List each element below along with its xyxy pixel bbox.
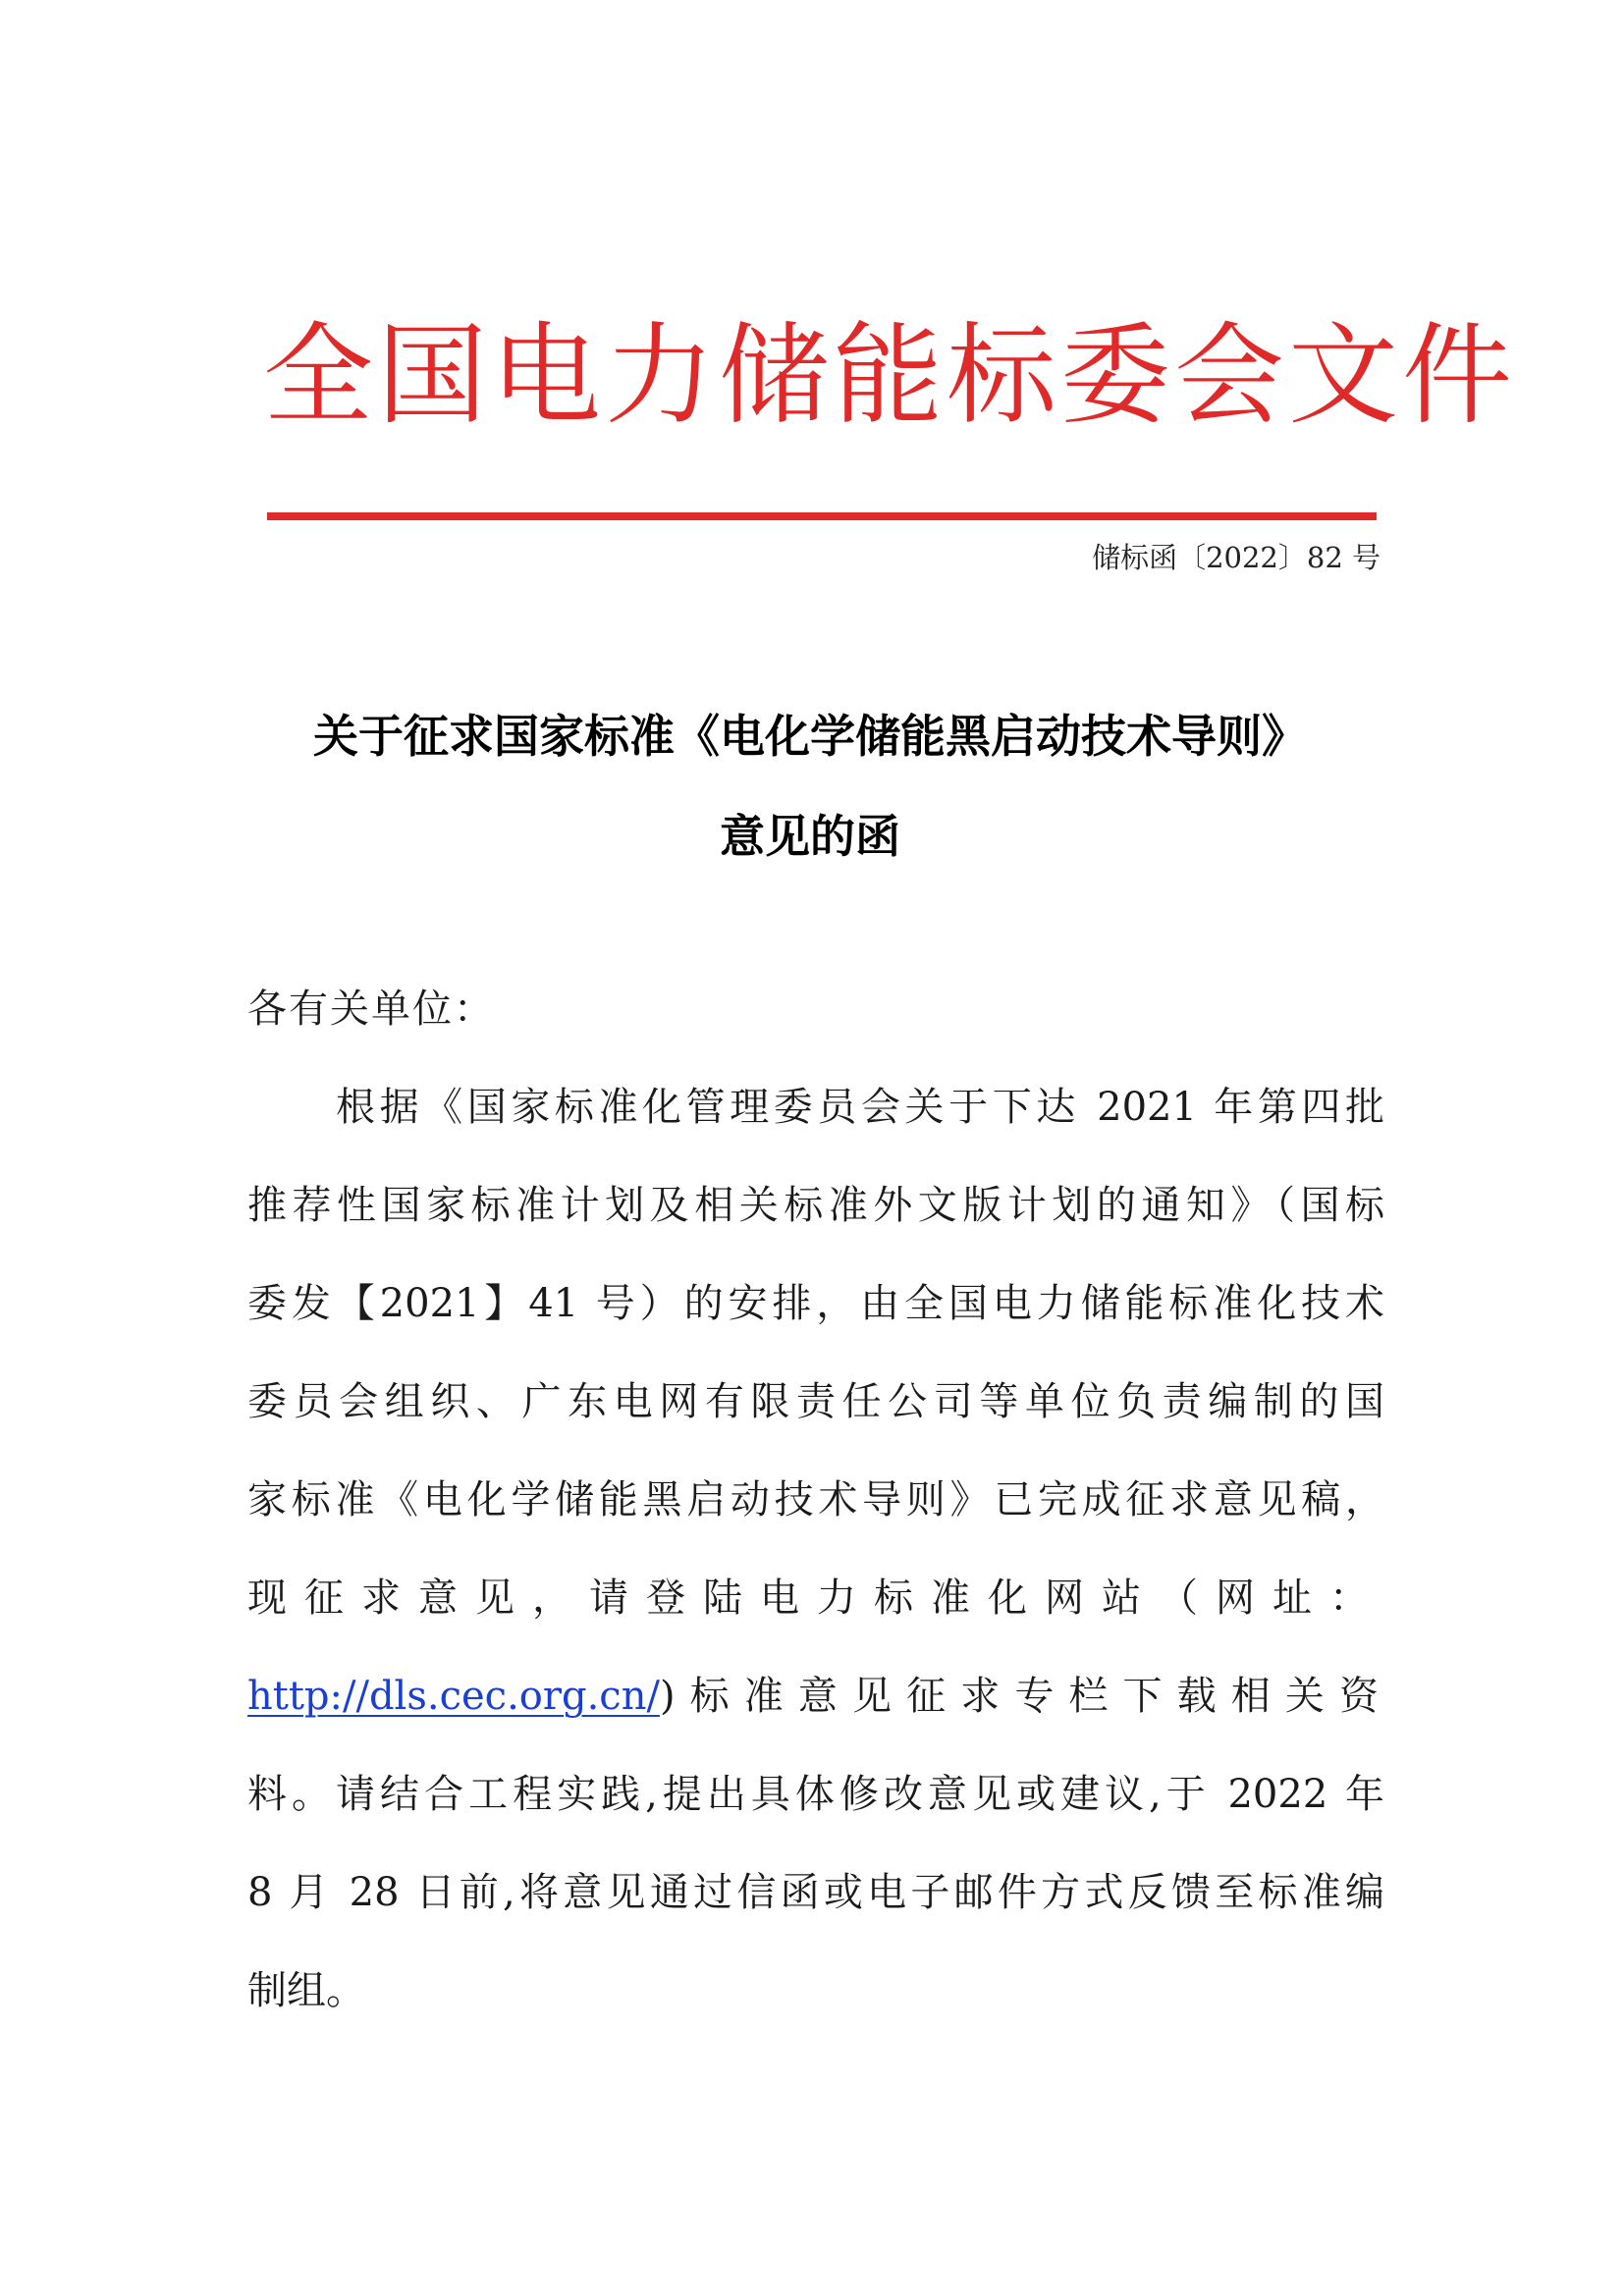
document-title-line-2: 意见的函 [720, 810, 900, 863]
body-line: 推荐性国家标准计划及相关标准外文版计划的通知》（国标 [247, 1183, 1384, 1228]
body-line: 家标准《电化学储能黑启动技术导则》已完成征求意见稿， [247, 1477, 1384, 1522]
document-title-line-1: 关于征求国家标准《电化学储能黑启动技术导则》 [313, 710, 1307, 763]
org-header-title: 全国电力储能标委会文件 [263, 312, 1516, 440]
body-line: 制组。 [247, 1968, 365, 2013]
body-line: 委员会组织、广东电网有限责任公司等单位负责编制的国 [247, 1379, 1384, 1424]
link-suffix-text: )标准意见征求专栏下载相关资 [659, 1674, 1384, 1719]
body-line: 料。请结合工程实践,提出具体修改意见或建议,于 2022 年 [247, 1772, 1384, 1817]
body-line-with-link [247, 1667, 1384, 1726]
body-line: 根据《国家标准化管理委员会关于下达 2021 年第四批 [336, 1085, 1384, 1130]
body-line: 现征求意见，请登陆电力标准化网站（网址： [247, 1575, 1386, 1621]
body-line: 8 月 28 日前,将意见通过信函或电子邮件方式反馈至标准编 [247, 1870, 1384, 1915]
header-red-rule [267, 512, 1377, 520]
body-line: 委发【2021】41 号）的安排，由全国电力储能标准化技术 [247, 1281, 1384, 1326]
website-link[interactable]: http://dls.cec.org.cn/ [247, 1674, 660, 1719]
salutation: 各有关单位： [247, 987, 495, 1032]
document-number: 储标函〔2022〕82 号 [1092, 541, 1380, 574]
